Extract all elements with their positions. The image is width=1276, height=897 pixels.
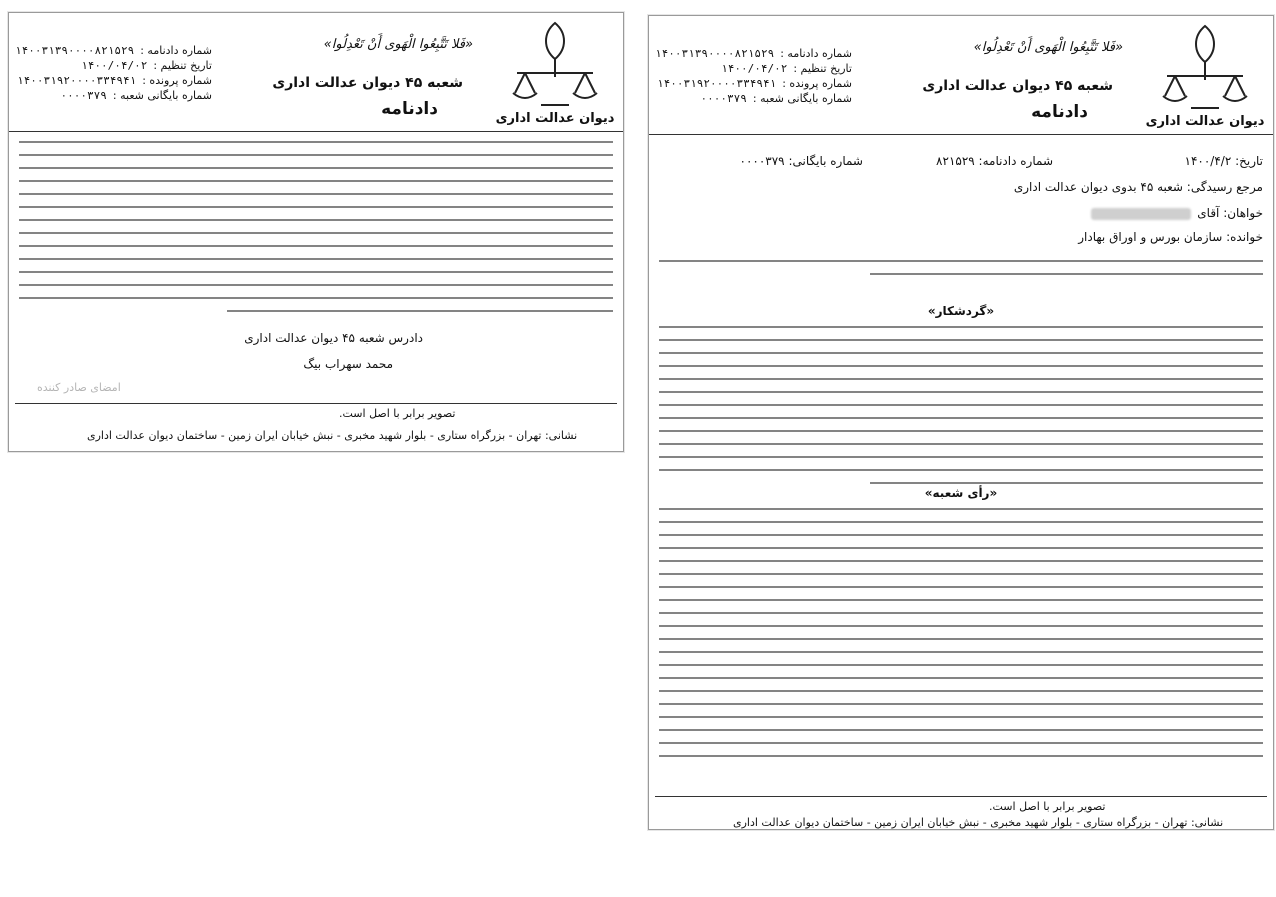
- meta-value: ۱۴۰۰۳۱۹۲۰۰۰۰۳۳۴۹۴۱: [657, 77, 777, 90]
- opinion-section: [659, 482, 1263, 768]
- meta-row: [15, 58, 212, 73]
- meta-label: شماره بایگانی شعبه :: [112, 89, 212, 102]
- subject-text: [659, 260, 1263, 286]
- court-address: نشانی: تهران - بزرگراه ستاری - بلوار شهید مخبری - نبش خیابان ایران زمین - ساختمان دیوان عدالت اداری: [87, 429, 578, 442]
- meta-value: ۰۰۰۰۳۷۹: [60, 89, 107, 102]
- meta-label: تاریخ تنظیم :: [153, 59, 212, 72]
- footer-divider: [15, 403, 617, 404]
- report-title: «گردشکار»: [927, 304, 995, 318]
- meta-label: تاریخ تنظیم :: [793, 62, 852, 75]
- ruling-page-1: [648, 15, 1274, 830]
- ruling-page-2: [8, 12, 624, 452]
- meta-row: [655, 91, 852, 106]
- motto: «فَلا تَتَّبِعُوا الْهَوى أَنْ تَعْدِلُوا»: [323, 37, 473, 52]
- redacted-name: [1091, 208, 1191, 220]
- motto: «فَلا تَتَّبِعُوا الْهَوى أَنْ تَعْدِلُوا»: [973, 40, 1123, 55]
- archive-number: شماره بایگانی: ۰۰۰۰۳۷۹: [739, 154, 863, 168]
- document-metadata: [655, 46, 852, 106]
- ruling-body-text: [19, 141, 613, 323]
- court-address: نشانی: تهران - بزرگراه ستاری - بلوار شهید مخبری - نبش خیابان ایران زمین - ساختمان دیوان عدالت اداری: [733, 816, 1224, 829]
- meta-value: ۱۴۰۰۳۱۳۹۰۰۰۰۸۲۱۵۲۹: [655, 47, 775, 60]
- branch-name: شعبه ۴۵ دیوان عدالت اداری: [922, 78, 1113, 94]
- meta-value: ۱۴۰۰۳۱۳۹۰۰۰۰۸۲۱۵۲۹: [15, 44, 135, 57]
- meta-row: [15, 88, 212, 103]
- meta-label: شماره پرونده :: [142, 74, 212, 87]
- meta-row: [15, 73, 212, 88]
- meta-value: ۱۴۰۰۳۱۹۲۰۰۰۰۳۳۴۹۴۱: [17, 74, 137, 87]
- meta-value: ۱۴۰۰/۰۴/۰۲: [721, 62, 788, 75]
- emblem-icon: [1155, 22, 1255, 114]
- copy-note: تصویر برابر با اصل است.: [339, 407, 456, 420]
- authority: مرجع رسیدگی: شعبه ۴۵ بدوی دیوان عدالت اداری: [1013, 180, 1263, 194]
- document-metadata: [15, 43, 212, 103]
- plaintiff: [1091, 206, 1263, 220]
- branch-name: شعبه ۴۵ دیوان عدالت اداری: [272, 75, 463, 91]
- meta-value: ۰۰۰۰۳۷۹: [700, 92, 747, 105]
- document-title: دادنامه: [1031, 102, 1088, 122]
- signature-stamp: امضای صادر کننده: [37, 381, 121, 394]
- ruling-date: تاریخ: ۱۴۰۰/۴/۲: [1184, 154, 1263, 168]
- emblem-label: دیوان عدالت اداری: [495, 111, 615, 126]
- meta-value: ۱۴۰۰/۰۴/۰۲: [81, 59, 148, 72]
- meta-row: [655, 46, 852, 61]
- emblem-icon: [505, 19, 605, 111]
- plaintiff-label: خواهان: آقای: [1197, 206, 1263, 220]
- meta-row: [655, 61, 852, 76]
- meta-label: شماره بایگانی شعبه :: [752, 92, 852, 105]
- report-section: [659, 300, 1263, 495]
- page-header: [9, 13, 623, 132]
- meta-row: [15, 43, 212, 58]
- page-header: [649, 16, 1273, 135]
- emblem-label: دیوان عدالت اداری: [1145, 114, 1265, 129]
- meta-row: [655, 76, 852, 91]
- opinion-title: «رأی شعبه»: [924, 486, 998, 500]
- judge-name: محمد سهراب بیگ: [303, 357, 393, 371]
- copy-note: تصویر برابر با اصل است.: [989, 800, 1106, 813]
- document-title: دادنامه: [381, 99, 438, 119]
- defendant: خوانده: سازمان بورس و اوراق بهادار: [1078, 230, 1263, 244]
- ruling-number: شماره دادنامه: ۸۲۱۵۲۹: [936, 154, 1053, 168]
- meta-label: شماره پرونده :: [782, 77, 852, 90]
- footer-divider: [655, 796, 1267, 797]
- meta-label: شماره دادنامه :: [140, 44, 212, 57]
- meta-label: شماره دادنامه :: [780, 47, 852, 60]
- judge-title: دادرس شعبه ۴۵ دیوان عدالت اداری: [244, 331, 423, 345]
